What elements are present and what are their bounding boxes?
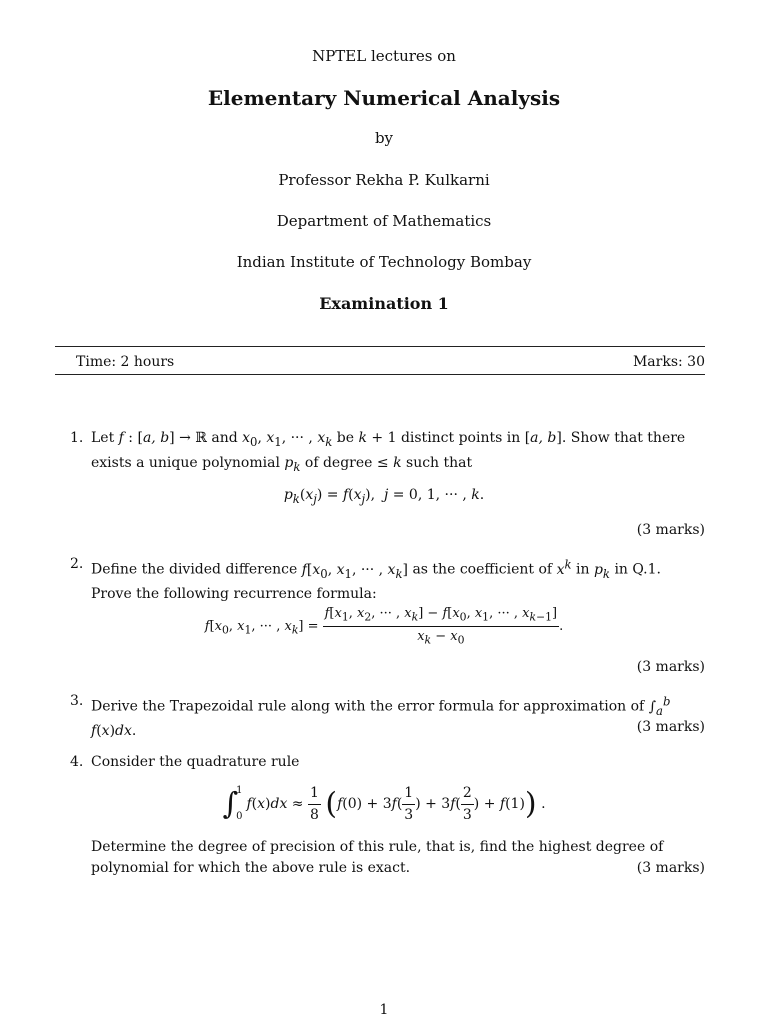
author-name: Professor Rekha P. Kulkarni [278,171,490,189]
question-4: 4. Consider the quadrature rule [70,752,705,773]
marks-label: Marks: 30 [632,354,705,370]
question-4-followup: Determine the degree of precision of this rule, that is, find the highest degree of polynomial for which the above rule is exact. [91,839,664,876]
marks-q2: (3 marks) [636,659,705,675]
time-label: Time: 2 hours [76,354,175,370]
question-2: 2. Define the divided difference $f[x_0$, $x_1$, ··· , $x_k$] as the coefficient of $x^k$ in $p_k$ in Q.1. Prove the following recurrence formula: [70,556,661,603]
question-number: 1. [70,430,84,446]
page-title: Elementary Numerical Analysis [207,86,561,110]
question-number: 4. [70,754,84,770]
marks-q3: (3 marks) [636,719,705,735]
bottom-rule [55,374,705,375]
header-line1: NPTEL lectures on [312,47,456,65]
equation-quadrature: ∫ 1 0 f(x)dx ≈ $\frac{1}{8}$ (f(0) + 3f( $\frac{1}{3}$ ) + 3f( $\frac{2}{3}$ ) + f(1)) . [222,784,546,823]
page-number: 1 [379,1002,389,1018]
exam-title: Examination 1 [319,294,449,313]
top-rule [55,346,705,347]
question-1: 1. Let f : [a, b] → ℝ and $x_0$, $x_1$, ··· , $x_k$ be k + 1 distinct points in [a, b]. Show that there exists a unique polynomial $p_k$ of degree ≤ k such that [70,430,686,474]
question-number: 2. [70,556,84,572]
question-number: 3. [70,693,84,709]
marks-q1: (3 marks) [636,522,705,538]
department: Department of Mathematics [276,212,492,230]
header-by: by [374,129,394,147]
question-3: 3. Derive the Trapezoidal rule along with the error formula for approximation of $\int_a^b$ f(x)dx. [70,693,671,740]
marks-q4: (3 marks) [636,860,705,876]
institute: Indian Institute of Technology Bombay [236,253,532,271]
equation-interpolation: $p_k(x_j) = f(x_j)$, j = 0, 1, ··· , k. [283,487,485,506]
equation-recurrence: $f[x_0$, $x_1$, ··· , $x_k$] = $\frac{f[x_1, x_2, \cdot\cdot\cdot , x_k] - f[x_0, x_1, \cdot\cdot\cdot , x_{k-1}]}{x_k - x_0}$ . [204,606,564,647]
